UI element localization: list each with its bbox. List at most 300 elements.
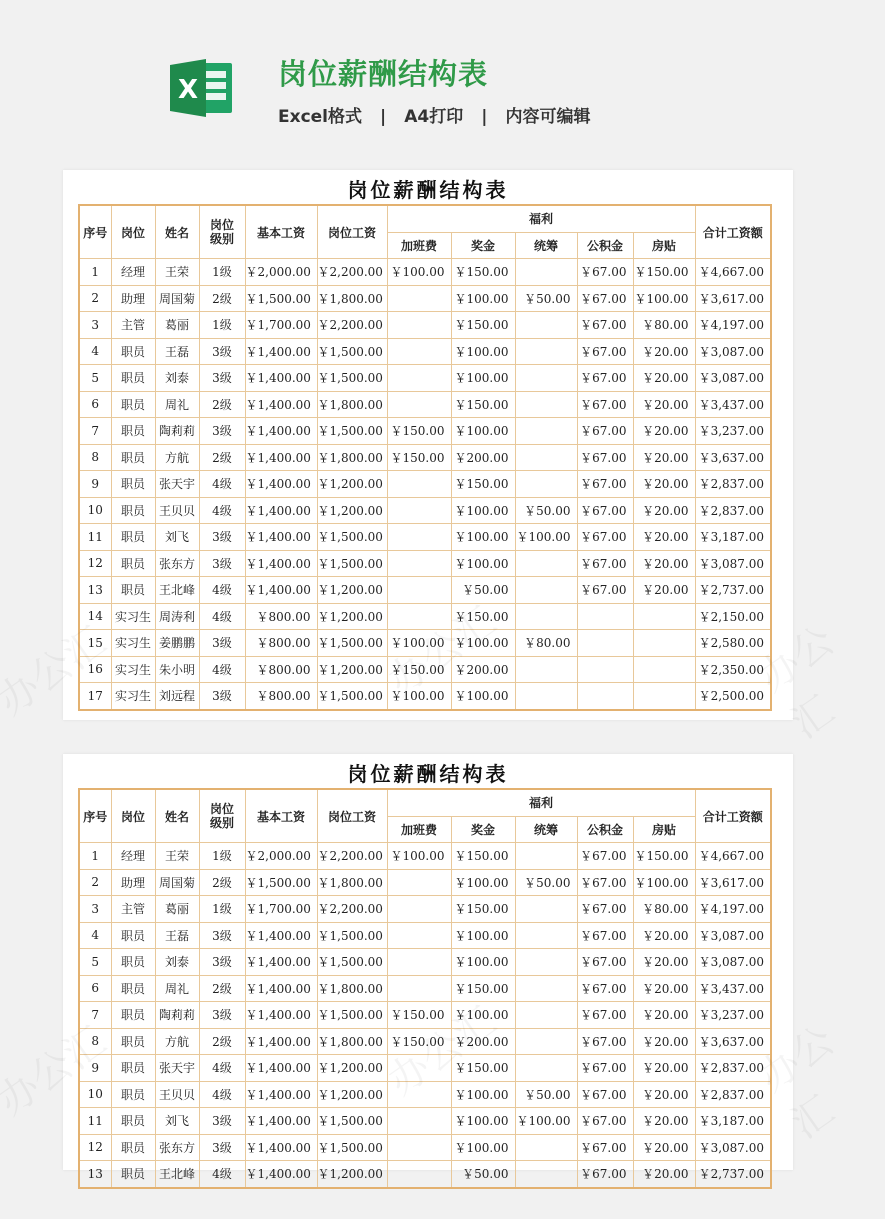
cell-level: 4级 [199,1081,245,1108]
cell-position: 实习生 [111,656,155,683]
header-name: 姓名 [155,205,199,259]
cell-position: 实习生 [111,683,155,710]
cell-position: 职员 [111,391,155,418]
cell-fund: ￥67.00 [577,524,633,551]
cell-base: ￥1,400.00 [245,1028,317,1055]
header-base: 基本工资 [245,789,317,843]
cell-pension [515,683,577,710]
header-base: 基本工资 [245,205,317,259]
cell-fund: ￥67.00 [577,896,633,923]
cell-bonus: ￥150.00 [451,312,515,339]
cell-seq: 3 [79,312,111,339]
table-row [79,577,771,604]
cell-total: ￥3,087.00 [695,1134,771,1161]
cell-total: ￥2,350.00 [695,656,771,683]
cell-total: ￥3,637.00 [695,1028,771,1055]
cell-level: 1级 [199,312,245,339]
cell-overtime [387,603,451,630]
cell-overtime [387,285,451,312]
subtitle-print: A4打印 [404,107,464,127]
table-row [79,312,771,339]
cell-name: 朱小明 [155,656,199,683]
header-position: 岗位 [111,205,155,259]
cell-position: 职员 [111,365,155,392]
cell-post: ￥1,200.00 [317,656,387,683]
cell-overtime: ￥100.00 [387,843,451,870]
cell-overtime [387,550,451,577]
cell-bonus: ￥150.00 [451,391,515,418]
cell-pension: ￥50.00 [515,869,577,896]
cell-level: 2级 [199,444,245,471]
table-row [79,338,771,365]
cell-seq: 2 [79,285,111,312]
sheet-preview-partial [63,754,793,1182]
cell-base: ￥1,400.00 [245,1134,317,1161]
cell-level: 3级 [199,949,245,976]
cell-housing: ￥100.00 [633,285,695,312]
cell-overtime: ￥100.00 [387,259,451,286]
cell-position: 职员 [111,1028,155,1055]
cell-pension: ￥100.00 [515,524,577,551]
cell-level: 3级 [199,922,245,949]
cell-pension [515,949,577,976]
cell-seq: 7 [79,418,111,445]
table-row [79,1161,771,1188]
cell-total: ￥3,437.00 [695,975,771,1002]
cell-post: ￥1,800.00 [317,391,387,418]
sheet-title: 岗位薪酬结构表 [347,178,509,202]
cell-name: 周涛利 [155,603,199,630]
cell-level: 4级 [199,1161,245,1188]
cell-post: ￥1,800.00 [317,444,387,471]
cell-total: ￥4,197.00 [695,896,771,923]
cell-total: ￥2,500.00 [695,683,771,710]
cell-position: 职员 [111,497,155,524]
cell-level: 2级 [199,869,245,896]
header-overtime: 加班费 [387,816,451,843]
cell-base: ￥1,400.00 [245,550,317,577]
cell-overtime: ￥100.00 [387,683,451,710]
cell-housing: ￥20.00 [633,1055,695,1082]
cell-bonus: ￥150.00 [451,896,515,923]
cell-fund: ￥67.00 [577,949,633,976]
cell-post: ￥1,200.00 [317,471,387,498]
cell-position: 职员 [111,444,155,471]
header-seq: 序号 [79,205,111,259]
cell-total: ￥2,837.00 [695,497,771,524]
salary-table [78,788,772,1189]
cell-bonus: ￥150.00 [451,1055,515,1082]
table-row [79,471,771,498]
cell-position: 职员 [111,1161,155,1188]
cell-base: ￥1,400.00 [245,975,317,1002]
cell-base: ￥1,400.00 [245,1081,317,1108]
cell-bonus: ￥200.00 [451,1028,515,1055]
cell-housing: ￥20.00 [633,418,695,445]
cell-position: 助理 [111,869,155,896]
cell-housing: ￥20.00 [633,975,695,1002]
cell-total: ￥2,837.00 [695,1055,771,1082]
cell-seq: 11 [79,1108,111,1135]
cell-position: 实习生 [111,603,155,630]
header-level [199,205,245,259]
cell-total: ￥3,617.00 [695,285,771,312]
cell-bonus: ￥100.00 [451,1002,515,1029]
subtitle-editable: 内容可编辑 [505,107,591,127]
cell-level: 3级 [199,550,245,577]
cell-overtime [387,922,451,949]
cell-post: ￥2,200.00 [317,843,387,870]
cell-fund: ￥67.00 [577,975,633,1002]
cell-fund: ￥67.00 [577,497,633,524]
cell-level: 2级 [199,285,245,312]
logo-letter: X [177,75,199,105]
cell-housing: ￥20.00 [633,1134,695,1161]
cell-post: ￥1,200.00 [317,1055,387,1082]
cell-position: 职员 [111,524,155,551]
header-level-line2: 级别 [209,816,234,830]
salary-table [78,204,772,711]
cell-position: 职员 [111,1002,155,1029]
table-row [79,949,771,976]
cell-housing [633,603,695,630]
cell-post: ￥1,500.00 [317,630,387,657]
header-seq: 序号 [79,789,111,843]
cell-seq: 5 [79,949,111,976]
cell-housing: ￥150.00 [633,259,695,286]
cell-position: 职员 [111,577,155,604]
cell-seq: 8 [79,1028,111,1055]
cell-position: 经理 [111,259,155,286]
table-row [79,1134,771,1161]
table-row [79,1028,771,1055]
cell-housing: ￥20.00 [633,338,695,365]
cell-bonus: ￥100.00 [451,285,515,312]
page-title: 岗位薪酬结构表 [278,57,489,91]
table-row [79,418,771,445]
cell-position: 职员 [111,1055,155,1082]
cell-position: 助理 [111,285,155,312]
cell-position: 经理 [111,843,155,870]
cell-position: 职员 [111,1108,155,1135]
header-fund: 公积金 [577,816,633,843]
cell-pension [515,656,577,683]
cell-total: ￥3,187.00 [695,524,771,551]
cell-position: 职员 [111,1081,155,1108]
cell-base: ￥1,500.00 [245,869,317,896]
cell-housing: ￥20.00 [633,444,695,471]
cell-housing: ￥100.00 [633,869,695,896]
cell-level: 2级 [199,1028,245,1055]
subtitle-format: Excel格式 [278,107,363,127]
header-post: 岗位工资 [317,205,387,259]
cell-base: ￥1,400.00 [245,497,317,524]
cell-pension [515,1161,577,1188]
cell-level: 2级 [199,391,245,418]
cell-housing: ￥20.00 [633,497,695,524]
cell-base: ￥1,500.00 [245,285,317,312]
cell-overtime [387,1055,451,1082]
cell-pension [515,922,577,949]
cell-post: ￥2,200.00 [317,259,387,286]
cell-seq: 10 [79,497,111,524]
cell-seq: 16 [79,656,111,683]
cell-overtime [387,949,451,976]
cell-name: 刘泰 [155,949,199,976]
cell-overtime [387,1081,451,1108]
cell-seq: 6 [79,975,111,1002]
cell-seq: 10 [79,1081,111,1108]
cell-overtime [387,896,451,923]
cell-fund: ￥67.00 [577,471,633,498]
cell-base: ￥1,400.00 [245,949,317,976]
cell-seq: 1 [79,259,111,286]
cell-name: 张东方 [155,1134,199,1161]
cell-level: 3级 [199,630,245,657]
cell-total: ￥3,087.00 [695,550,771,577]
cell-total: ￥3,087.00 [695,338,771,365]
cell-bonus: ￥100.00 [451,365,515,392]
cell-name: 刘远程 [155,683,199,710]
cell-housing: ￥20.00 [633,391,695,418]
cell-total: ￥3,617.00 [695,869,771,896]
cell-bonus: ￥150.00 [451,603,515,630]
cell-post: ￥1,500.00 [317,683,387,710]
cell-pension [515,843,577,870]
cell-fund [577,630,633,657]
cell-name: 张东方 [155,550,199,577]
cell-bonus: ￥100.00 [451,418,515,445]
cell-level: 3级 [199,418,245,445]
cell-name: 刘飞 [155,524,199,551]
cell-position: 实习生 [111,630,155,657]
cell-total: ￥2,580.00 [695,630,771,657]
table-row [79,1055,771,1082]
cell-name: 王贝贝 [155,1081,199,1108]
cell-total: ￥4,197.00 [695,312,771,339]
cell-pension [515,365,577,392]
cell-base: ￥1,400.00 [245,1161,317,1188]
cell-base: ￥1,400.00 [245,1108,317,1135]
cell-fund: ￥67.00 [577,285,633,312]
cell-post: ￥1,500.00 [317,1002,387,1029]
header-welfare: 福利 [387,789,695,816]
cell-overtime [387,338,451,365]
cell-total: ￥2,837.00 [695,471,771,498]
cell-level: 4级 [199,577,245,604]
cell-seq: 15 [79,630,111,657]
cell-seq: 4 [79,922,111,949]
cell-housing: ￥20.00 [633,524,695,551]
cell-overtime [387,471,451,498]
table-row [79,1108,771,1135]
cell-overtime [387,312,451,339]
cell-name: 方航 [155,1028,199,1055]
header-welfare: 福利 [387,205,695,232]
cell-housing: ￥20.00 [633,365,695,392]
cell-total: ￥4,667.00 [695,843,771,870]
table-row [79,843,771,870]
cell-level: 4级 [199,603,245,630]
cell-position: 职员 [111,471,155,498]
cell-post: ￥1,800.00 [317,975,387,1002]
cell-base: ￥1,400.00 [245,524,317,551]
table-row [79,683,771,710]
cell-housing: ￥20.00 [633,949,695,976]
cell-seq: 13 [79,1161,111,1188]
cell-bonus: ￥100.00 [451,630,515,657]
cell-fund: ￥67.00 [577,312,633,339]
cell-level: 1级 [199,843,245,870]
cell-overtime [387,497,451,524]
cell-bonus: ￥150.00 [451,975,515,1002]
cell-name: 陶莉莉 [155,1002,199,1029]
cell-housing: ￥20.00 [633,577,695,604]
header-level-line1: 岗位 [209,802,234,816]
table-row [79,365,771,392]
cell-post: ￥2,200.00 [317,896,387,923]
cell-base: ￥1,400.00 [245,577,317,604]
cell-post: ￥1,800.00 [317,869,387,896]
cell-pension: ￥100.00 [515,1108,577,1135]
header-overtime: 加班费 [387,232,451,259]
cell-base: ￥1,400.00 [245,365,317,392]
cell-housing: ￥20.00 [633,922,695,949]
cell-fund: ￥67.00 [577,1081,633,1108]
cell-name: 张天宇 [155,1055,199,1082]
cell-pension [515,444,577,471]
cell-post: ￥1,500.00 [317,550,387,577]
cell-bonus: ￥200.00 [451,444,515,471]
cell-post: ￥1,200.00 [317,1161,387,1188]
cell-position: 职员 [111,949,155,976]
cell-base: ￥1,400.00 [245,1055,317,1082]
cell-base: ￥1,700.00 [245,896,317,923]
cell-pension [515,259,577,286]
cell-fund: ￥67.00 [577,444,633,471]
cell-fund: ￥67.00 [577,418,633,445]
cell-base: ￥1,400.00 [245,391,317,418]
cell-overtime [387,577,451,604]
cell-base: ￥1,400.00 [245,1002,317,1029]
cell-level: 3级 [199,524,245,551]
cell-bonus: ￥150.00 [451,471,515,498]
cell-housing [633,683,695,710]
cell-name: 王荣 [155,259,199,286]
cell-base: ￥1,400.00 [245,418,317,445]
cell-fund: ￥67.00 [577,869,633,896]
cell-total: ￥3,187.00 [695,1108,771,1135]
cell-seq: 2 [79,869,111,896]
header-level-line1: 岗位 [209,218,234,232]
cell-level: 1级 [199,259,245,286]
cell-pension [515,1002,577,1029]
cell-seq: 4 [79,338,111,365]
table-row [79,975,771,1002]
cell-base: ￥800.00 [245,656,317,683]
cell-position: 主管 [111,896,155,923]
cell-housing: ￥20.00 [633,1081,695,1108]
cell-fund: ￥67.00 [577,338,633,365]
cell-level: 3级 [199,1002,245,1029]
cell-pension [515,418,577,445]
cell-pension [515,338,577,365]
cell-name: 王磊 [155,922,199,949]
cell-post: ￥1,200.00 [317,497,387,524]
header-bonus: 奖金 [451,816,515,843]
sheet-title: 岗位薪酬结构表 [347,762,509,786]
cell-seq: 5 [79,365,111,392]
cell-seq: 12 [79,550,111,577]
cell-bonus: ￥100.00 [451,869,515,896]
cell-overtime: ￥150.00 [387,444,451,471]
cell-pension [515,471,577,498]
cell-bonus: ￥100.00 [451,497,515,524]
cell-fund: ￥67.00 [577,365,633,392]
header-level [199,789,245,843]
cell-pension: ￥50.00 [515,497,577,524]
cell-housing: ￥20.00 [633,471,695,498]
cell-total: ￥3,237.00 [695,418,771,445]
cell-housing: ￥80.00 [633,312,695,339]
cell-name: 王贝贝 [155,497,199,524]
cell-base: ￥1,400.00 [245,471,317,498]
cell-post: ￥1,200.00 [317,603,387,630]
cell-position: 职员 [111,550,155,577]
cell-bonus: ￥100.00 [451,1134,515,1161]
cell-overtime: ￥150.00 [387,1002,451,1029]
cell-base: ￥800.00 [245,630,317,657]
cell-fund: ￥67.00 [577,1161,633,1188]
cell-name: 周礼 [155,391,199,418]
cell-seq: 3 [79,896,111,923]
cell-housing [633,656,695,683]
cell-seq: 11 [79,524,111,551]
cell-pension [515,1028,577,1055]
table-row [79,630,771,657]
cell-total: ￥3,087.00 [695,922,771,949]
table-row [79,1081,771,1108]
cell-overtime: ￥100.00 [387,630,451,657]
cell-housing: ￥20.00 [633,1161,695,1188]
cell-pension [515,312,577,339]
cell-bonus: ￥200.00 [451,656,515,683]
cell-total: ￥3,237.00 [695,1002,771,1029]
cell-bonus: ￥50.00 [451,1161,515,1188]
cell-total: ￥3,437.00 [695,391,771,418]
sheet-preview-full [63,170,793,720]
header-housing: 房贴 [633,816,695,843]
cell-seq: 12 [79,1134,111,1161]
header-bonus: 奖金 [451,232,515,259]
cell-fund: ￥67.00 [577,550,633,577]
cell-name: 陶莉莉 [155,418,199,445]
cell-fund: ￥67.00 [577,391,633,418]
cell-post: ￥1,500.00 [317,1108,387,1135]
cell-level: 4级 [199,656,245,683]
cell-level: 4级 [199,1055,245,1082]
cell-total: ￥2,837.00 [695,1081,771,1108]
cell-seq: 9 [79,1055,111,1082]
cell-housing: ￥20.00 [633,550,695,577]
cell-post: ￥1,500.00 [317,338,387,365]
subtitle-separator: | [481,107,488,127]
cell-base: ￥800.00 [245,683,317,710]
cell-pension: ￥50.00 [515,1081,577,1108]
cell-overtime [387,1134,451,1161]
cell-overtime [387,1161,451,1188]
cell-fund [577,656,633,683]
